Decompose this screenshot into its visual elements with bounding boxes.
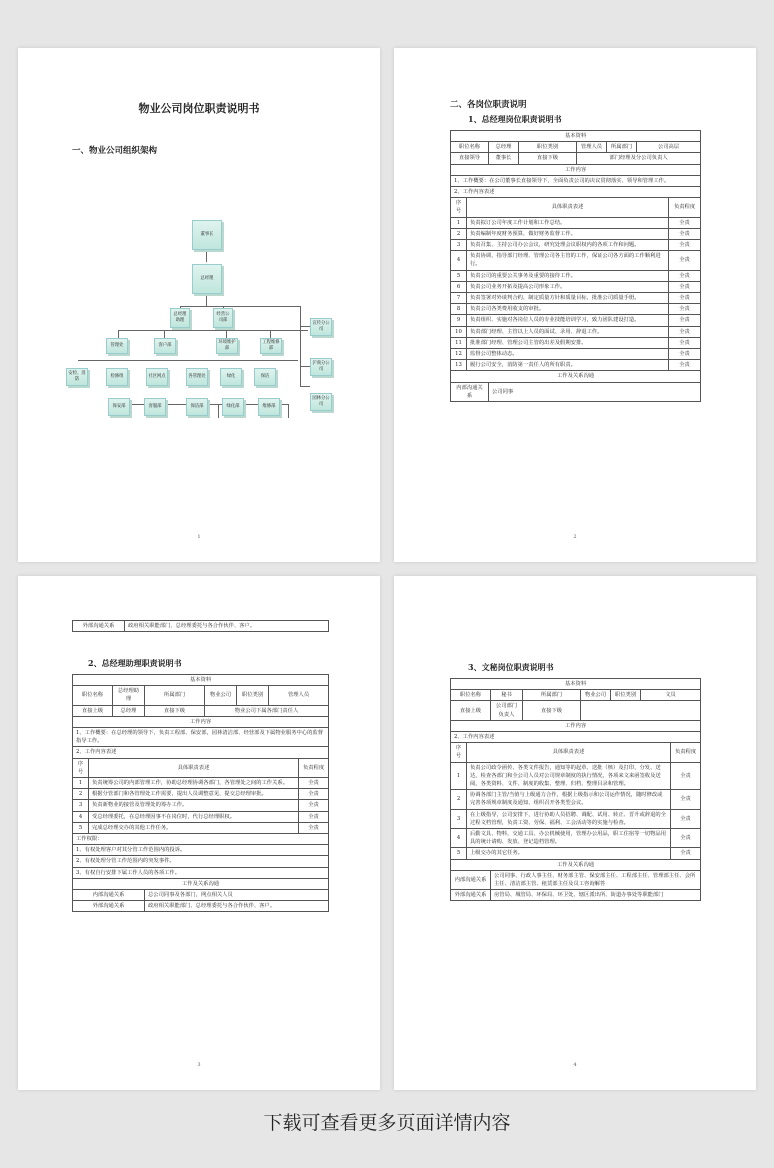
column-header: 负责程度 (671, 743, 701, 762)
duty-number: 7 (451, 293, 467, 304)
subsection-heading-gm-assistant: 2、总经理助理职责说明书 (88, 658, 182, 668)
external-relations-label: 外部沟通关系 (73, 901, 145, 912)
duty-row (73, 789, 329, 800)
column-header: 具体职责表述 (467, 743, 671, 762)
org-node-ext1: 宣传分公司 (310, 318, 332, 336)
duty-responsibility: 全责 (299, 778, 329, 789)
authority-title: 工作权限： (73, 834, 329, 845)
duty-responsibility: 全责 (669, 326, 701, 337)
cell: 总经理 (113, 705, 145, 716)
internal-relations-label: 内部沟通关系 (451, 870, 491, 889)
duty-responsibility: 全责 (671, 848, 701, 859)
org-node-ext2: 沪商分公司 (310, 358, 332, 376)
column-header: 负责程度 (669, 198, 701, 217)
org-node-ops-dept: 经营公司部 (213, 308, 233, 328)
duty-row (451, 281, 701, 292)
org-node-gm-assistant: 总经理助理 (170, 308, 190, 328)
cell: 直接下级 (519, 153, 577, 164)
work-content-header: 工作内容 (451, 164, 701, 175)
org-node-customer-dept: 客户部 (154, 338, 176, 354)
duty-number: 11 (451, 337, 467, 348)
cell: 秘书 (491, 690, 523, 701)
cell: 直接领导 (451, 153, 489, 164)
duty-description: 受总经理委托，在总经理因事不在岗位时，代行总经理职权。 (89, 811, 299, 822)
duty-row (451, 326, 701, 337)
duty-responsibility: 全责 (671, 762, 701, 790)
duty-responsibility: 全责 (299, 800, 329, 811)
duty-description: 负责签署对外谈判合约，制定质量方针和质量目标，批准公司质量手册。 (467, 293, 669, 304)
subsection-heading-gm: 1、总经理岗位职责说明书 (468, 114, 562, 124)
duty-number: 9 (451, 315, 467, 326)
duty-number: 4 (451, 829, 467, 848)
org-node-greening: 绿化 (220, 368, 242, 386)
duty-row (451, 293, 701, 304)
duty-description: 负责编制年度财务预算，做好财务监督工作。 (467, 228, 669, 239)
duty-row (451, 360, 701, 371)
duty-row (73, 811, 329, 822)
duty-number: 2 (451, 228, 467, 239)
duty-description: 负责拟订公司年度工作计划和工作总结。 (467, 217, 669, 228)
org-chart (58, 208, 348, 448)
duty-description: 负责公司政令函传、各类文件报告，通知等的起草、送批（核）及打印，分发、送达，检查各部门和全公司人员对公司规章制度的执行情况，各项来文来函签收及送阅，各类资料、文件、制度的收集、整理、归档、整理目录和管理。 (467, 762, 671, 790)
internal-relations-value: 总公司同事及各部门，网点相关人员 (145, 890, 329, 901)
internal-relations-value: 公司同事 (489, 382, 701, 401)
duty-row (451, 349, 701, 360)
duty-description: 后勤文具、物料，交通工具、办公机械使用，管理办公用品，职工住宿等一切物品用具的统计请购、发放、登记造档管理。 (467, 829, 671, 848)
cell: 公司部门负责人 (491, 701, 523, 720)
duty-description: 协调各部门主管/当值与上级通力合作，根据上级指示和公司运作情况，随时修改或完善各项规章制度及通知、组织召开各类型会议。 (467, 790, 671, 809)
page-number: 1 (197, 534, 201, 540)
org-node-chairman: 董事长 (192, 220, 222, 250)
cell: 直接上级 (73, 705, 113, 716)
duty-description: 在上级指导，公司安排下，进行协助人员招聘、调配、试用、转正、晋升或辞退的全过程文档管理，负责工资、劳保、福利、工会活动等的实施与检查。 (467, 809, 671, 828)
work-content-header: 工作内容 (73, 716, 329, 727)
cell: 直接下级 (523, 701, 581, 720)
duty-description: 批准部门经理、管理公司主管的出差及假期安排。 (467, 337, 669, 348)
duty-responsibility: 全责 (671, 829, 701, 848)
duty-row (451, 829, 701, 848)
detail-title: 2、工作内容表述 (451, 187, 701, 198)
duty-description: 上级交办的其它任务。 (467, 848, 671, 859)
relations-header: 工作及关系沟通 (451, 859, 701, 870)
duty-row (451, 240, 701, 251)
cell: 总经理 (489, 142, 519, 153)
column-header: 序号 (451, 743, 467, 762)
cell: 物业公司 (205, 686, 237, 705)
column-header: 序号 (451, 198, 467, 217)
duty-description: 负责组织、实施对各岗位人员的专业技能培训学习，致力团队建设打造。 (467, 315, 669, 326)
duty-description: 负责公司各类费用收支的审批。 (467, 304, 669, 315)
duty-number: 3 (451, 240, 467, 251)
gm-duty-table (450, 130, 701, 402)
gm-external-relations-table (72, 620, 329, 632)
cell: 职位类别 (237, 686, 269, 705)
internal-relations-value: 公司同事、行政人事主任、财务部主管、保安部主任、工程部主任、管理部主任、会所主任、清洁部主管、租赁部主任及员工咨询解答 (491, 870, 701, 889)
cell (581, 701, 701, 720)
cell: 所属部门 (523, 690, 581, 701)
cell: 职位类别 (519, 142, 577, 153)
duty-description: 负责公司的重要公关事务及重要的接待工作。 (467, 270, 669, 281)
org-node-ext3: 园林分公司 (310, 393, 332, 411)
cell: 职位名称 (451, 690, 491, 701)
cell: 职位类别 (611, 690, 641, 701)
duty-description: 负责召集、主持公司办公会议，研究处理会议职权内的各项工作和问题。 (467, 240, 669, 251)
external-relations-value: 房管局、城管局、环保局、环卫处、辖区派出所、街道办事处等职能部门 (491, 890, 701, 901)
cell: 部门经理及分公司负责人 (577, 153, 701, 164)
duty-number: 13 (451, 360, 467, 371)
external-relations-value: 政府相关职能部门、总经理委托与各合作伙伴、客户。 (125, 621, 329, 632)
secretary-duty-table (450, 678, 701, 901)
duty-number: 5 (451, 848, 467, 859)
duty-description: 负责部门经理、主管以上人员的面试、录用、辞退工作。 (467, 326, 669, 337)
duty-description: 负责统筹公司的内部管理工作，协助总经理协调各部门，各管理处之间的工作关系。 (89, 778, 299, 789)
duty-responsibility: 全责 (669, 315, 701, 326)
org-node-eng-dept: 工程维修部 (260, 338, 282, 354)
authority-item: 3、有权自行安排下属工作人员的各项工作。 (73, 867, 329, 878)
duty-responsibility: 全责 (299, 822, 329, 833)
duty-responsibility: 全责 (669, 304, 701, 315)
page-number: 4 (573, 1062, 577, 1068)
duty-row (451, 790, 701, 809)
duty-number: 5 (451, 270, 467, 281)
column-header: 序号 (73, 758, 89, 777)
org-node-cleaning: 保洁 (254, 368, 276, 386)
cell: 所属部门 (145, 686, 205, 705)
cell: 管理人员 (269, 686, 329, 705)
duty-number: 12 (451, 349, 467, 360)
org-node-maintenance: 客服部 (144, 398, 166, 416)
duty-number: 4 (73, 811, 89, 822)
duty-description: 负责新物业的接管及管理处的筹办工作。 (89, 800, 299, 811)
basic-info-header: 基本资料 (451, 131, 701, 142)
duty-number: 3 (451, 809, 467, 828)
authority-item: 2、有权处理分管工作范围内的突发事件。 (73, 856, 329, 867)
org-node-gm: 总经理 (192, 264, 222, 294)
org-node-community: 社区网点 (146, 368, 168, 386)
duty-number: 8 (451, 304, 467, 315)
duty-row (73, 800, 329, 811)
duty-row (451, 228, 701, 239)
document-title: 物业公司岗位职责说明书 (138, 102, 260, 115)
duty-responsibility: 全责 (669, 240, 701, 251)
duty-responsibility: 全责 (669, 228, 701, 239)
duty-number: 10 (451, 326, 467, 337)
duty-number: 5 (73, 822, 89, 833)
duty-description: 负责公司业务开拓及提高公司形象工作。 (467, 281, 669, 292)
cell: 物业公司 (581, 690, 611, 701)
duty-responsibility: 全责 (299, 811, 329, 822)
org-node-guard: 保安部 (108, 398, 130, 416)
cell: 物业公司下属各部门责任人 (205, 705, 329, 716)
duty-number: 3 (73, 800, 89, 811)
duty-responsibility: 全责 (299, 789, 329, 800)
duty-responsibility: 全责 (669, 217, 701, 228)
duty-responsibility: 全责 (671, 809, 701, 828)
cell: 文员 (641, 690, 701, 701)
org-node-security-fire: 安检、消防 (66, 368, 88, 386)
gm-assistant-duty-table (72, 674, 329, 912)
duty-responsibility: 全责 (671, 790, 701, 809)
column-header: 具体职责表述 (467, 198, 669, 217)
work-overview: 1、工作概要：在总经理的领导下，负责工程部、保安部，园林清洁部、经营部及下属物业服务中心的监督指导工作。 (73, 728, 329, 747)
duty-row (451, 809, 701, 828)
page-number: 3 (197, 1062, 201, 1068)
internal-relations-label: 内部沟通关系 (73, 890, 145, 901)
cell: 总经理助理 (113, 686, 145, 705)
document-page-1 (18, 48, 380, 562)
cell: 管理人员 (577, 142, 607, 153)
org-node-mgmt-office: 管理处 (106, 338, 128, 354)
cell: 直接上级 (451, 701, 491, 720)
download-more-text[interactable]: 下载可查看更多页面详情内容 (263, 1112, 511, 1134)
cell: 职位名称 (451, 142, 489, 153)
duty-number: 1 (451, 762, 467, 790)
external-relations-value: 政府相关职能部门、总经理委托与各合作伙伴、客户。 (145, 901, 329, 912)
document-page-4 (394, 576, 756, 1090)
work-content-header: 工作内容 (451, 720, 701, 731)
document-page-2 (394, 48, 756, 562)
org-node-logistics: 各管理处 (186, 368, 208, 386)
duty-responsibility: 全责 (669, 293, 701, 304)
duty-row (451, 762, 701, 790)
duty-row (451, 304, 701, 315)
external-relations-label: 外部沟通关系 (73, 621, 125, 632)
duty-number: 4 (451, 251, 467, 270)
external-relations-label: 外部沟通关系 (451, 890, 491, 901)
subsection-heading-secretary: 3、文秘岗位职责说明书 (468, 662, 554, 672)
duty-number: 1 (73, 778, 89, 789)
duty-responsibility: 全责 (669, 360, 701, 371)
org-node-cleaning2: 保洁部 (186, 398, 208, 416)
duty-responsibility: 全责 (669, 251, 701, 270)
basic-info-header: 基本资料 (73, 675, 329, 686)
duty-row (451, 217, 701, 228)
duty-description: 履行公司安全，消防第一责任人的所有职责。 (467, 360, 669, 371)
duty-number: 2 (73, 789, 89, 800)
page-number: 2 (573, 534, 577, 540)
section-heading-org: 一、物业公司组织架构 (72, 146, 158, 156)
duty-description: 监督公司整体动态。 (467, 349, 669, 360)
detail-title: 2、工作内容表述 (451, 732, 701, 743)
duty-row (451, 315, 701, 326)
section-heading-duties: 二、各岗位职责说明 (450, 100, 527, 110)
relations-header: 工作及关系沟通 (73, 878, 329, 889)
authority-item: 1、有权处理客户对其分管工作范围内的投诉。 (73, 845, 329, 856)
cell: 董事长 (489, 153, 519, 164)
org-node-greening2: 绿化部 (222, 398, 244, 416)
duty-number: 1 (451, 217, 467, 228)
cell: 直接下级 (145, 705, 205, 716)
duty-row (451, 848, 701, 859)
duty-description: 完成总经理交办的其他工作任务。 (89, 822, 299, 833)
duty-row (451, 337, 701, 348)
duty-description: 负责协调、指导部门经理、管理公司各主管的工作，保证公司各方面的工作顺利进行。 (467, 251, 669, 270)
org-node-repair: 维修部 (258, 398, 280, 416)
duty-row (451, 251, 701, 270)
duty-description: 根据分管部门和各管理处工作需要，提出人员调整意见，提交总经理审批。 (89, 789, 299, 800)
cell: 所属部门 (607, 142, 637, 153)
cell: 职位名称 (73, 686, 113, 705)
duty-responsibility: 全责 (669, 281, 701, 292)
org-node-inspection: 检修组 (106, 368, 128, 386)
duty-number: 6 (451, 281, 467, 292)
basic-info-header: 基本资料 (451, 679, 701, 690)
duty-number: 2 (451, 790, 467, 809)
document-page-3 (18, 576, 380, 1090)
internal-relations-label: 内部沟通关系 (451, 382, 489, 401)
work-overview: 1、工作概要：在公司董事长直接领导下，全面负责公司的决议贯彻落实、领导和管理工作。 (451, 175, 701, 186)
cell: 公司高层 (637, 142, 701, 153)
duty-row (73, 822, 329, 833)
duty-row (73, 778, 329, 789)
org-node-env-office: 环境维护部 (216, 338, 238, 354)
duty-responsibility: 全责 (669, 270, 701, 281)
column-header: 具体职责表述 (89, 758, 299, 777)
duty-responsibility: 全责 (669, 337, 701, 348)
relations-header: 工作及关系沟通 (451, 371, 701, 382)
detail-title: 2、工作内容表述 (73, 747, 329, 758)
column-header: 负责程度 (299, 758, 329, 777)
duty-row (451, 270, 701, 281)
duty-responsibility: 全责 (669, 349, 701, 360)
